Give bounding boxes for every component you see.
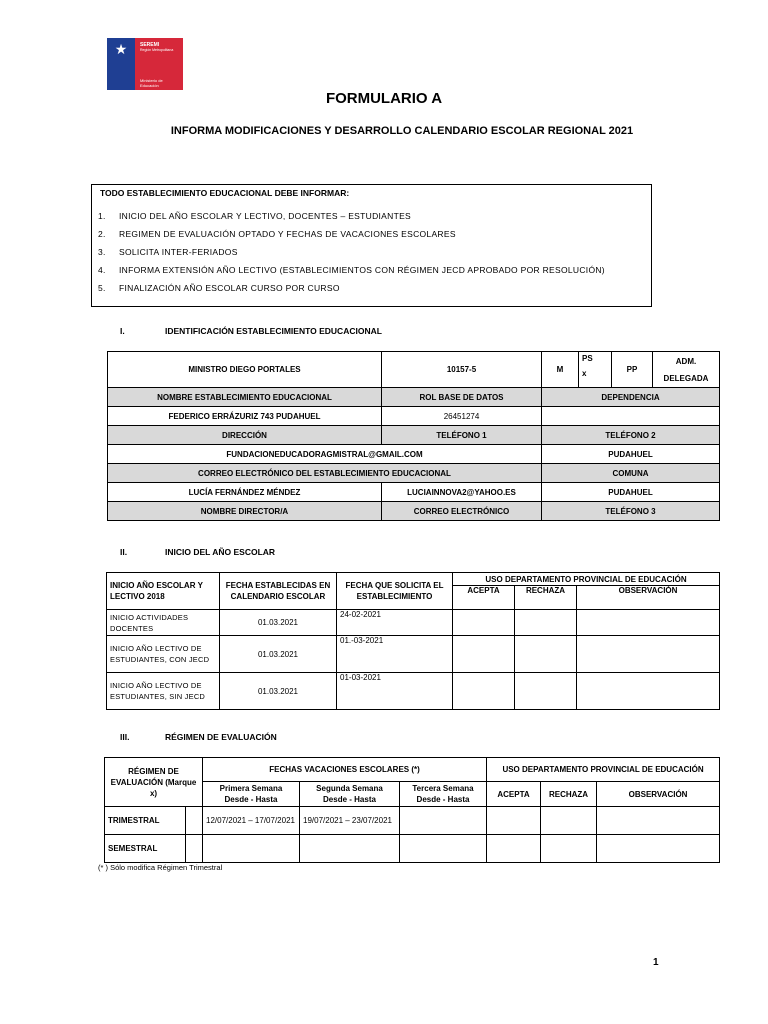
school-year-start-table	[106, 572, 720, 710]
label-address: DIRECCIÓN	[108, 426, 382, 445]
row-label: INICIO AÑO LECTIVO DE ESTUDIANTES, CON JECD	[107, 636, 220, 673]
instruction-item: 4. INFORMA EXTENSIÓN AÑO LECTIVO (ESTABLECIMIENTOS CON RÉGIMEN JECD APROBADO POR RESOLUCIÓN)	[98, 265, 605, 275]
header-primera-semana: Primera Semana Desde - Hasta	[203, 782, 300, 807]
row-observacion[interactable]	[577, 636, 720, 673]
school-identification-table	[107, 351, 720, 521]
trimestral-segunda-semana[interactable]: 19/07/2021 – 23/07/2021	[300, 807, 400, 835]
table-row	[107, 636, 720, 673]
row-rechaza[interactable]	[515, 636, 577, 673]
page-subtitle: INFORMA MODIFICACIONES Y DESARROLLO CALENDARIO ESCOLAR REGIONAL 2021	[170, 125, 634, 137]
trimestral-primera-semana[interactable]: 12/07/2021 – 17/07/2021	[203, 807, 300, 835]
page-number: 1	[653, 957, 659, 968]
trimestral-tercera-semana[interactable]	[400, 807, 487, 835]
header-fechas-vacaciones: FECHAS VACACIONES ESCOLARES (*)	[203, 758, 487, 782]
instructions-header: TODO ESTABLECIMIENTO EDUCACIONAL DEBE INFORMAR:	[100, 188, 350, 198]
header-segunda-semana: Segunda Semana Desde - Hasta	[300, 782, 400, 807]
page-title: FORMULARIO A	[325, 90, 443, 107]
label-director: NOMBRE DIRECTOR/A	[108, 502, 382, 521]
header-regimen: RÉGIMEN DE EVALUACIÓN (Marque x)	[105, 758, 203, 807]
rbd-value[interactable]: 10157-5	[382, 352, 542, 388]
label-dependency: DEPENDENCIA	[542, 388, 720, 407]
phone1-value[interactable]: 26451274	[382, 407, 542, 426]
row-observacion[interactable]	[577, 673, 720, 710]
phone2-value[interactable]	[542, 407, 720, 426]
semestral-observacion[interactable]	[597, 835, 720, 863]
table-row	[107, 673, 720, 710]
table-row	[105, 835, 720, 863]
header-acepta: ACEPTA	[487, 782, 541, 807]
label-phone2: TELÉFONO 2	[542, 426, 720, 445]
row-rechaza[interactable]	[515, 673, 577, 710]
semestral-tercera-semana[interactable]	[400, 835, 487, 863]
header-uso-departamento: USO DEPARTAMENTO PROVINCIAL DE EDUCACIÓN	[453, 573, 720, 586]
row-fecha-solicita[interactable]: 01-03-2021	[337, 673, 453, 710]
label-trimestral: TRIMESTRAL	[105, 807, 186, 835]
row-label: INICIO AÑO LECTIVO DE ESTUDIANTES, SIN JECD	[107, 673, 220, 710]
row-fecha-establecida: 01.03.2021	[220, 610, 337, 636]
semestral-segunda-semana[interactable]	[300, 835, 400, 863]
semestral-primera-semana[interactable]	[203, 835, 300, 863]
director-value[interactable]: LUCÍA FERNÁNDEZ MÉNDEZ	[108, 483, 382, 502]
label-email: CORREO ELECTRÓNICO DEL ESTABLECIMIENTO EDUCACIONAL	[108, 464, 542, 483]
instruction-item: 2. REGIMEN DE EVALUACIÓN OPTADO Y FECHAS DE VACACIONES ESCOLARES	[98, 229, 456, 239]
ministry-logo	[107, 38, 183, 90]
header-acepta: ACEPTA	[453, 586, 515, 610]
phone3-value[interactable]: PUDAHUEL	[542, 483, 720, 502]
star-icon: ★	[114, 41, 128, 57]
semestral-acepta[interactable]	[487, 835, 541, 863]
school-name-value[interactable]: MINISTRO DIEGO PORTALES	[108, 352, 382, 388]
header-rechaza: RECHAZA	[541, 782, 597, 807]
director-email-value[interactable]: LUCIAINNOVA2@YAHOO.ES	[382, 483, 542, 502]
header-fecha-establecida: FECHA ESTABLECIDAS EN CALENDARIO ESCOLAR	[220, 573, 337, 610]
instruction-item: 1. INICIO DEL AÑO ESCOLAR Y LECTIVO, DOCENTES – ESTUDIANTES	[98, 211, 412, 221]
header-fecha-solicita: FECHA QUE SOLICITA EL ESTABLECIMIENTO	[337, 573, 453, 610]
row-fecha-solicita[interactable]: 24-02-2021	[337, 610, 453, 636]
evaluation-regime-table	[104, 757, 720, 863]
row-fecha-establecida: 01.03.2021	[220, 673, 337, 710]
semestral-rechaza[interactable]	[541, 835, 597, 863]
header-inicio: INICIO AÑO ESCOLAR Y LECTIVO 2018	[107, 573, 220, 610]
row-acepta[interactable]	[453, 636, 515, 673]
trimestral-observacion[interactable]	[597, 807, 720, 835]
label-semestral: SEMESTRAL	[105, 835, 186, 863]
row-observacion[interactable]	[577, 610, 720, 636]
dependency-m[interactable]: M	[542, 352, 579, 388]
instructions-box	[91, 184, 652, 307]
label-director-email: CORREO ELECTRÓNICO	[382, 502, 542, 521]
mark-trimestral[interactable]	[186, 807, 203, 835]
logo-text-seremi: SEREMI	[140, 42, 160, 48]
label-school-name: NOMBRE ESTABLECIMIENTO EDUCACIONAL	[108, 388, 382, 407]
row-fecha-establecida: 01.03.2021	[220, 636, 337, 673]
label-phone3: TELÉFONO 3	[542, 502, 720, 521]
dependency-ps[interactable]: PS x	[579, 352, 612, 388]
header-tercera-semana: Tercera Semana Desde - Hasta	[400, 782, 487, 807]
row-acepta[interactable]	[453, 673, 515, 710]
header-rechaza: RECHAZA	[515, 586, 577, 610]
table-row	[107, 610, 720, 636]
row-label: INICIO ACTIVIDADES DOCENTES	[107, 610, 220, 636]
comuna-value[interactable]: PUDAHUEL	[542, 445, 720, 464]
logo-text-ministry: Ministerio de Educación	[140, 78, 163, 88]
trimestral-rechaza[interactable]	[541, 807, 597, 835]
instruction-item: 3. SOLICITA INTER-FERIADOS	[98, 247, 238, 257]
row-fecha-solicita[interactable]: 01.-03-2021	[337, 636, 453, 673]
table-row	[105, 807, 720, 835]
header-observacion: OBSERVACIÓN	[597, 782, 720, 807]
label-phone1: TELÉFONO 1	[382, 426, 542, 445]
instruction-item: 5. FINALIZACIÓN AÑO ESCOLAR CURSO POR CURSO	[98, 283, 340, 293]
header-observacion: OBSERVACIÓN	[577, 586, 720, 610]
label-comuna: COMUNA	[542, 464, 720, 483]
dependency-adm-delegada[interactable]: ADM. DELEGADA	[653, 352, 720, 388]
label-rbd: ROL BASE DE DATOS	[382, 388, 542, 407]
trimestral-acepta[interactable]	[487, 807, 541, 835]
mark-semestral[interactable]	[186, 835, 203, 863]
logo-text-region: Región Metropolitana	[140, 48, 174, 52]
row-acepta[interactable]	[453, 610, 515, 636]
dependency-pp[interactable]: PP	[612, 352, 653, 388]
footnote: (* ) Sólo modifica Régimen Trimestral	[98, 863, 223, 872]
row-rechaza[interactable]	[515, 610, 577, 636]
address-value[interactable]: FEDERICO ERRÁZURIZ 743 PUDAHUEL	[108, 407, 382, 426]
header-uso-departamento: USO DEPARTAMENTO PROVINCIAL DE EDUCACIÓN	[487, 758, 720, 782]
email-value[interactable]: FUNDACIONEDUCADORAGMISTRAL@GMAIL.COM	[108, 445, 542, 464]
